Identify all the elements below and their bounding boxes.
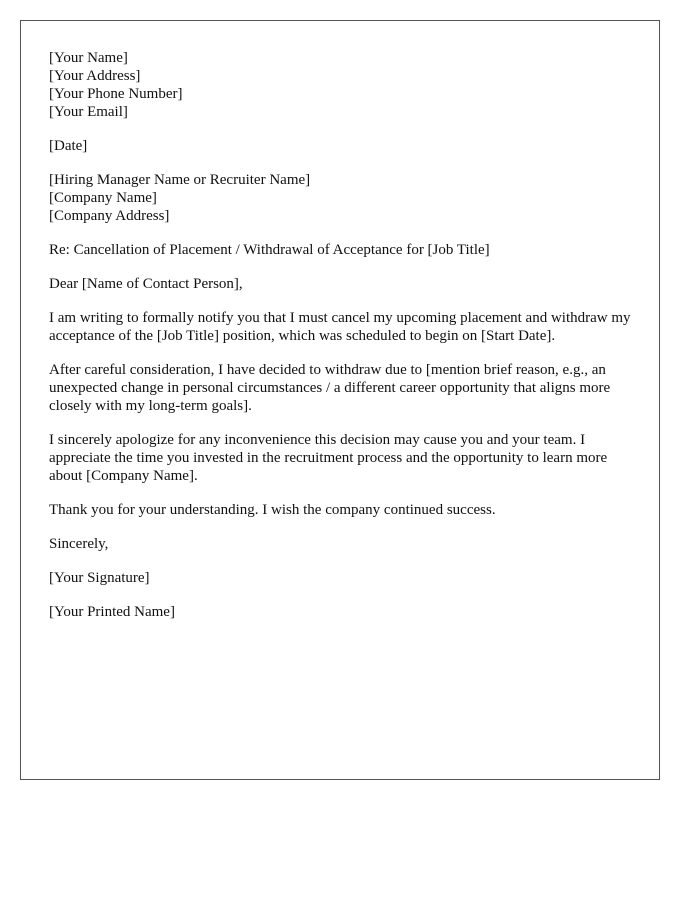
printed-name: [Your Printed Name] [49, 604, 175, 620]
date-block [49, 137, 639, 155]
subject-line: Re: Cancellation of Placement / Withdrawal of Acceptance for [Job Title] [49, 242, 490, 258]
letter-body [49, 49, 639, 637]
letter-date: [Date] [49, 138, 88, 154]
recipient-company: [Company Name] [49, 190, 157, 206]
letter-page [20, 20, 660, 780]
sender-phone: [Your Phone Number] [49, 86, 183, 102]
paragraph-thanks: Thank you for your understanding. I wish the company continued success. [49, 502, 496, 518]
recipient-name: [Hiring Manager Name or Recruiter Name] [49, 172, 311, 188]
sender-address: [Your Address] [49, 68, 141, 84]
recipient-block [49, 171, 639, 225]
paragraph-notice: I am writing to formally notify you that I must cancel my upcoming placement and withdraw my acceptance of the [Job Title] position, which was scheduled to begin on [Start Date]. [49, 310, 631, 344]
recipient-address: [Company Address] [49, 208, 170, 224]
salutation: Dear [Name of Contact Person], [49, 276, 243, 292]
sender-name: [Your Name] [49, 50, 128, 66]
signature: [Your Signature] [49, 570, 150, 586]
paragraph-reason: After careful consideration, I have decided to withdraw due to [mention brief reason, e.g., an unexpected change in personal circumstances / a different career opportunity that aligns more closely with my long-term goals]. [49, 362, 611, 414]
closing: Sincerely, [49, 536, 109, 552]
paragraph-apology: I sincerely apologize for any inconvenience this decision may cause you and your team. I appreciate the time you invested in the recruitment process and the opportunity to learn more about [Company Name]. [49, 432, 608, 484]
sender-block [49, 49, 639, 121]
sender-email: [Your Email] [49, 104, 128, 120]
